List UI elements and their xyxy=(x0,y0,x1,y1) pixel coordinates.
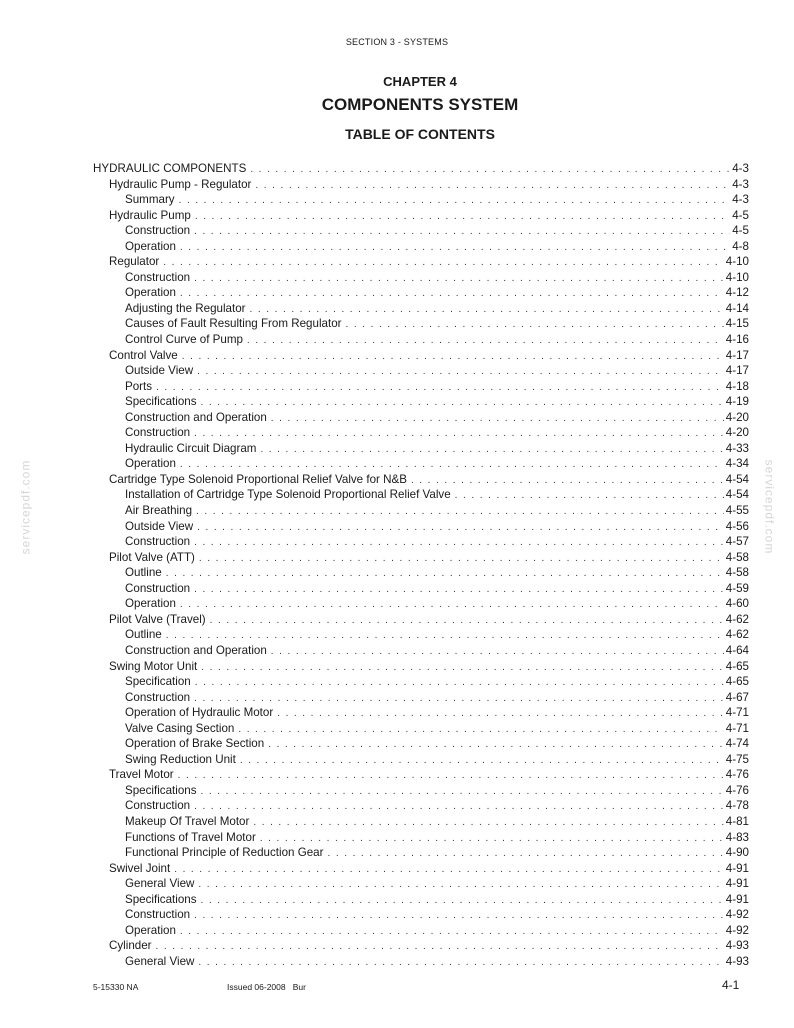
toc-entry-title: Operation xyxy=(125,457,176,471)
toc-entry[interactable] xyxy=(93,627,749,643)
toc-entry[interactable] xyxy=(93,519,749,535)
toc-dot-leader xyxy=(163,255,724,270)
toc-dot-leader xyxy=(194,908,724,923)
toc-entry[interactable] xyxy=(93,845,749,861)
toc-dot-leader xyxy=(247,333,724,348)
toc-entry[interactable] xyxy=(93,752,749,768)
toc-entry-page: 4-59 xyxy=(725,581,749,595)
toc-entry-title: Operation of Brake Section xyxy=(125,737,265,751)
toc-entry-page: 4-12 xyxy=(725,286,749,300)
toc-entry[interactable] xyxy=(93,830,749,846)
toc-dot-leader xyxy=(194,224,730,239)
toc-entry-page: 4-65 xyxy=(725,675,749,689)
toc-dot-leader xyxy=(194,582,724,597)
toc-dot-leader xyxy=(411,473,724,488)
toc-entry-page: 4-3 xyxy=(732,193,749,207)
toc-entry-title: Specification xyxy=(125,675,191,689)
toc-dot-leader xyxy=(201,893,724,908)
toc-entry-page: 4-76 xyxy=(725,783,749,797)
toc-entry-page: 4-78 xyxy=(725,799,749,813)
toc-entry[interactable] xyxy=(93,612,749,628)
toc-entry-page: 4-91 xyxy=(725,892,749,906)
toc-entry-page: 4-33 xyxy=(725,441,749,455)
toc-entry-title: Outline xyxy=(125,566,162,580)
toc-entry-title: Hydraulic Circuit Diagram xyxy=(125,441,257,455)
toc-heading: TABLE OF CONTENTS xyxy=(345,126,495,142)
toc-entry[interactable] xyxy=(93,814,749,830)
toc-dot-leader xyxy=(197,520,724,535)
toc-entry-page: 4-62 xyxy=(725,628,749,642)
toc-entry[interactable] xyxy=(93,472,749,488)
toc-entry-page: 4-5 xyxy=(732,208,749,222)
toc-entry-page: 4-54 xyxy=(725,472,749,486)
toc-entry-page: 4-71 xyxy=(725,706,749,720)
toc-entry-title: Travel Motor xyxy=(109,768,174,782)
toc-entry-title: Swivel Joint xyxy=(109,861,171,875)
toc-entry-page: 4-71 xyxy=(725,721,749,735)
toc-entry-title: Outline xyxy=(125,628,162,642)
toc-entry-title: General View xyxy=(125,954,195,968)
toc-entry-page: 4-10 xyxy=(725,270,749,284)
toc-entry[interactable] xyxy=(93,690,749,706)
toc-entry[interactable] xyxy=(93,441,749,457)
toc-entry[interactable] xyxy=(93,192,749,208)
toc-entry-page: 4-91 xyxy=(725,877,749,891)
toc-entry[interactable] xyxy=(93,659,749,675)
toc-dot-leader xyxy=(328,846,724,861)
toc-entry-title: Operation of Hydraulic Motor xyxy=(125,706,274,720)
toc-entry[interactable] xyxy=(93,767,749,783)
toc-entry[interactable] xyxy=(93,861,749,877)
toc-entry-title: Control Curve of Pump xyxy=(125,333,243,347)
toc-dot-leader xyxy=(179,193,731,208)
toc-entry-title: Adjusting the Regulator xyxy=(125,301,246,315)
toc-entry-page: 4-16 xyxy=(725,333,749,347)
toc-entry-title: Ports xyxy=(125,379,153,393)
toc-dot-leader xyxy=(198,955,723,970)
footer-issued xyxy=(227,982,306,992)
toc-dot-leader xyxy=(260,442,723,457)
toc-entry-page: 4-92 xyxy=(725,923,749,937)
toc-dot-leader xyxy=(194,426,724,441)
chapter-number: CHAPTER 4 xyxy=(383,74,457,89)
toc-entry-title: Specifications xyxy=(125,395,197,409)
toc-entry[interactable] xyxy=(93,239,749,255)
toc-dot-leader xyxy=(180,240,730,255)
toc-dot-leader xyxy=(197,364,724,379)
section-header: SECTION 3 - SYSTEMS xyxy=(345,37,449,47)
toc-dot-leader xyxy=(180,924,724,939)
toc-dot-leader xyxy=(195,675,724,690)
toc-entry-title: Specifications xyxy=(125,892,197,906)
toc-entry-page: 4-15 xyxy=(725,317,749,331)
toc-entry-title: Outside View xyxy=(125,519,194,533)
toc-entry[interactable] xyxy=(93,674,749,690)
footer-author: Bur xyxy=(292,982,306,992)
toc-dot-leader xyxy=(180,286,724,301)
toc-entry-page: 4-76 xyxy=(725,768,749,782)
toc-entry[interactable] xyxy=(93,876,749,892)
toc-entry[interactable] xyxy=(93,208,749,224)
toc-entry-page: 4-91 xyxy=(725,861,749,875)
footer-issued-date: Issued 06-2008 xyxy=(227,982,286,992)
toc-entry-page: 4-3 xyxy=(732,162,749,175)
toc-entry-page: 4-93 xyxy=(725,939,749,953)
toc-entry-title: Specifications xyxy=(125,783,197,797)
toc-dot-leader xyxy=(250,302,724,317)
toc-entry-title: HYDRAULIC COMPONENTS xyxy=(93,162,247,175)
toc-entry-page: 4-14 xyxy=(725,301,749,315)
toc-entry-page: 4-10 xyxy=(725,255,749,269)
toc-entry-title: Makeup Of Travel Motor xyxy=(125,814,250,828)
toc-entry-page: 4-20 xyxy=(725,426,749,440)
toc-entry[interactable] xyxy=(93,892,749,908)
toc-entry-title: Operation xyxy=(125,923,176,937)
toc-entry[interactable] xyxy=(93,596,749,612)
toc-dot-leader xyxy=(210,613,724,628)
toc-dot-leader xyxy=(201,660,724,675)
toc-dot-leader xyxy=(277,706,724,721)
toc-entry-title: Operation xyxy=(125,597,176,611)
toc-entry-title: Swing Motor Unit xyxy=(109,659,198,673)
toc-entry[interactable] xyxy=(93,938,749,954)
toc-entry[interactable] xyxy=(93,581,749,597)
toc-dot-leader xyxy=(194,535,724,550)
toc-entry-title: General View xyxy=(125,877,195,891)
toc-dot-leader xyxy=(253,815,723,830)
toc-entry-page: 4-34 xyxy=(725,457,749,471)
toc-entry-title: Regulator xyxy=(109,255,160,269)
toc-entry[interactable] xyxy=(93,301,749,317)
toc-entry-page: 4-81 xyxy=(725,814,749,828)
toc-dot-leader xyxy=(178,768,724,783)
toc-entry-title: Hydraulic Pump - Regulator xyxy=(109,177,252,191)
toc-dot-leader xyxy=(196,504,724,519)
toc-dot-leader xyxy=(194,691,724,706)
toc-entry-page: 4-3 xyxy=(732,177,749,191)
toc-entry-page: 4-17 xyxy=(725,364,749,378)
toc-entry[interactable] xyxy=(93,332,749,348)
toc-entry[interactable] xyxy=(93,348,749,364)
toc-entry-title: Construction xyxy=(125,224,191,238)
toc-entry-title: Hydraulic Pump xyxy=(109,208,191,222)
toc-entry[interactable] xyxy=(93,456,749,472)
toc-entry[interactable] xyxy=(93,270,749,286)
toc-entry-page: 4-55 xyxy=(725,504,749,518)
toc-entry-page: 4-58 xyxy=(725,550,749,564)
toc-entry[interactable] xyxy=(93,285,749,301)
toc-entry[interactable] xyxy=(93,798,749,814)
toc-entry-title: Installation of Cartridge Type Solenoid Proportional Relief Valve xyxy=(125,488,451,502)
toc-entry-title: Summary xyxy=(125,193,175,207)
toc-dot-leader xyxy=(255,178,730,193)
toc-entry-title: Swing Reduction Unit xyxy=(125,752,236,766)
toc-entry[interactable] xyxy=(93,550,749,566)
toc-entry[interactable] xyxy=(93,425,749,441)
watermark-left: servicepdf.com xyxy=(18,459,33,555)
toc-entry-title: Construction xyxy=(125,581,191,595)
toc-dot-leader xyxy=(260,831,724,846)
toc-entry-title: Construction xyxy=(125,270,191,284)
toc-entry-page: 4-18 xyxy=(725,379,749,393)
toc-dot-leader xyxy=(240,753,724,768)
toc-entry-title: Construction and Operation xyxy=(125,410,267,424)
toc-entry-title: Construction xyxy=(125,535,191,549)
toc-entry-title: Outside View xyxy=(125,364,194,378)
toc-entry-title: Construction xyxy=(125,799,191,813)
toc-dot-leader xyxy=(198,877,723,892)
watermark-right: servicepdf.com xyxy=(762,459,777,555)
toc-dot-leader xyxy=(455,488,724,503)
toc-dot-leader xyxy=(156,380,724,395)
toc-entry-page: 4-57 xyxy=(725,535,749,549)
toc-entry-page: 4-5 xyxy=(732,224,749,238)
toc-entry-page: 4-60 xyxy=(725,597,749,611)
toc-dot-leader xyxy=(201,395,724,410)
toc-entry-title: Pilot Valve (Travel) xyxy=(109,612,206,626)
toc-entry[interactable] xyxy=(93,223,749,239)
toc-entry[interactable] xyxy=(93,907,749,923)
toc-entry-title: Construction xyxy=(125,908,191,922)
toc-entry-page: 4-93 xyxy=(725,954,749,968)
toc-entry-page: 4-67 xyxy=(725,690,749,704)
table-of-contents xyxy=(93,161,749,969)
toc-dot-leader xyxy=(194,271,724,286)
toc-entry-title: Control Valve xyxy=(109,348,178,362)
toc-entry[interactable] xyxy=(93,394,749,410)
toc-entry-title: Pilot Valve (ATT) xyxy=(109,550,195,564)
toc-dot-leader xyxy=(182,349,724,364)
toc-entry[interactable] xyxy=(93,565,749,581)
toc-entry[interactable] xyxy=(93,783,749,799)
toc-entry[interactable] xyxy=(93,363,749,379)
toc-entry-page: 4-90 xyxy=(725,846,749,860)
toc-entry[interactable] xyxy=(93,721,749,737)
toc-entry-page: 4-8 xyxy=(732,239,749,253)
toc-entry-title: Functions of Travel Motor xyxy=(125,830,256,844)
toc-dot-leader xyxy=(201,784,724,799)
toc-entry[interactable] xyxy=(93,954,749,970)
toc-dot-leader xyxy=(195,209,730,224)
toc-entry[interactable] xyxy=(93,177,749,193)
toc-entry-title: Cylinder xyxy=(109,939,152,953)
toc-entry-title: Construction xyxy=(125,690,191,704)
chapter-title: COMPONENTS SYSTEM xyxy=(321,95,519,114)
toc-entry[interactable] xyxy=(93,316,749,332)
toc-entry-title: Construction and Operation xyxy=(125,643,267,657)
toc-entry[interactable] xyxy=(93,705,749,721)
toc-dot-leader xyxy=(194,799,724,814)
toc-entry-title: Operation xyxy=(125,286,176,300)
toc-entry-page: 4-54 xyxy=(725,488,749,502)
toc-entry-page: 4-92 xyxy=(725,908,749,922)
toc-dot-leader xyxy=(166,566,724,581)
footer-page-number: 4-1 xyxy=(722,978,740,992)
toc-entry[interactable] xyxy=(93,487,749,503)
toc-entry-title: Causes of Fault Resulting From Regulator xyxy=(125,317,342,331)
toc-dot-leader xyxy=(180,597,724,612)
toc-entry-title: Air Breathing xyxy=(125,504,193,518)
toc-entry-page: 4-64 xyxy=(725,643,749,657)
toc-entry-page: 4-83 xyxy=(725,830,749,844)
toc-dot-leader xyxy=(180,457,724,472)
toc-entry-page: 4-58 xyxy=(725,566,749,580)
toc-dot-leader xyxy=(250,162,730,177)
toc-dot-leader xyxy=(268,737,724,752)
toc-entry-page: 4-65 xyxy=(725,659,749,673)
toc-entry[interactable] xyxy=(93,379,749,395)
toc-entry[interactable] xyxy=(93,643,749,659)
toc-dot-leader xyxy=(238,722,723,737)
toc-entry-title: Operation xyxy=(125,239,176,253)
toc-dot-leader xyxy=(199,551,724,566)
toc-dot-leader xyxy=(346,317,724,332)
toc-dot-leader xyxy=(271,644,724,659)
toc-entry-title: Cartridge Type Solenoid Proportional Relief Valve for N&B xyxy=(109,472,407,486)
toc-entry[interactable] xyxy=(93,254,749,270)
toc-dot-leader xyxy=(271,411,724,426)
toc-entry-title: Functional Principle of Reduction Gear xyxy=(125,846,324,860)
toc-entry-title: Construction xyxy=(125,426,191,440)
toc-dot-leader xyxy=(166,628,724,643)
toc-dot-leader xyxy=(174,862,724,877)
toc-entry-page: 4-75 xyxy=(725,752,749,766)
toc-entry[interactable] xyxy=(93,503,749,519)
toc-entry[interactable] xyxy=(93,923,749,939)
toc-dot-leader xyxy=(156,939,724,954)
toc-entry-page: 4-56 xyxy=(725,519,749,533)
toc-entry[interactable] xyxy=(93,534,749,550)
toc-entry-page: 4-20 xyxy=(725,410,749,424)
toc-entry-title: Valve Casing Section xyxy=(125,721,235,735)
toc-entry-page: 4-17 xyxy=(725,348,749,362)
toc-entry[interactable] xyxy=(93,161,749,177)
toc-entry-page: 4-19 xyxy=(725,395,749,409)
toc-entry[interactable] xyxy=(93,410,749,426)
toc-entry[interactable] xyxy=(93,736,749,752)
toc-entry-page: 4-74 xyxy=(725,737,749,751)
footer-doc-number: 5-15330 NA xyxy=(93,982,139,992)
toc-entry-page: 4-62 xyxy=(725,612,749,626)
